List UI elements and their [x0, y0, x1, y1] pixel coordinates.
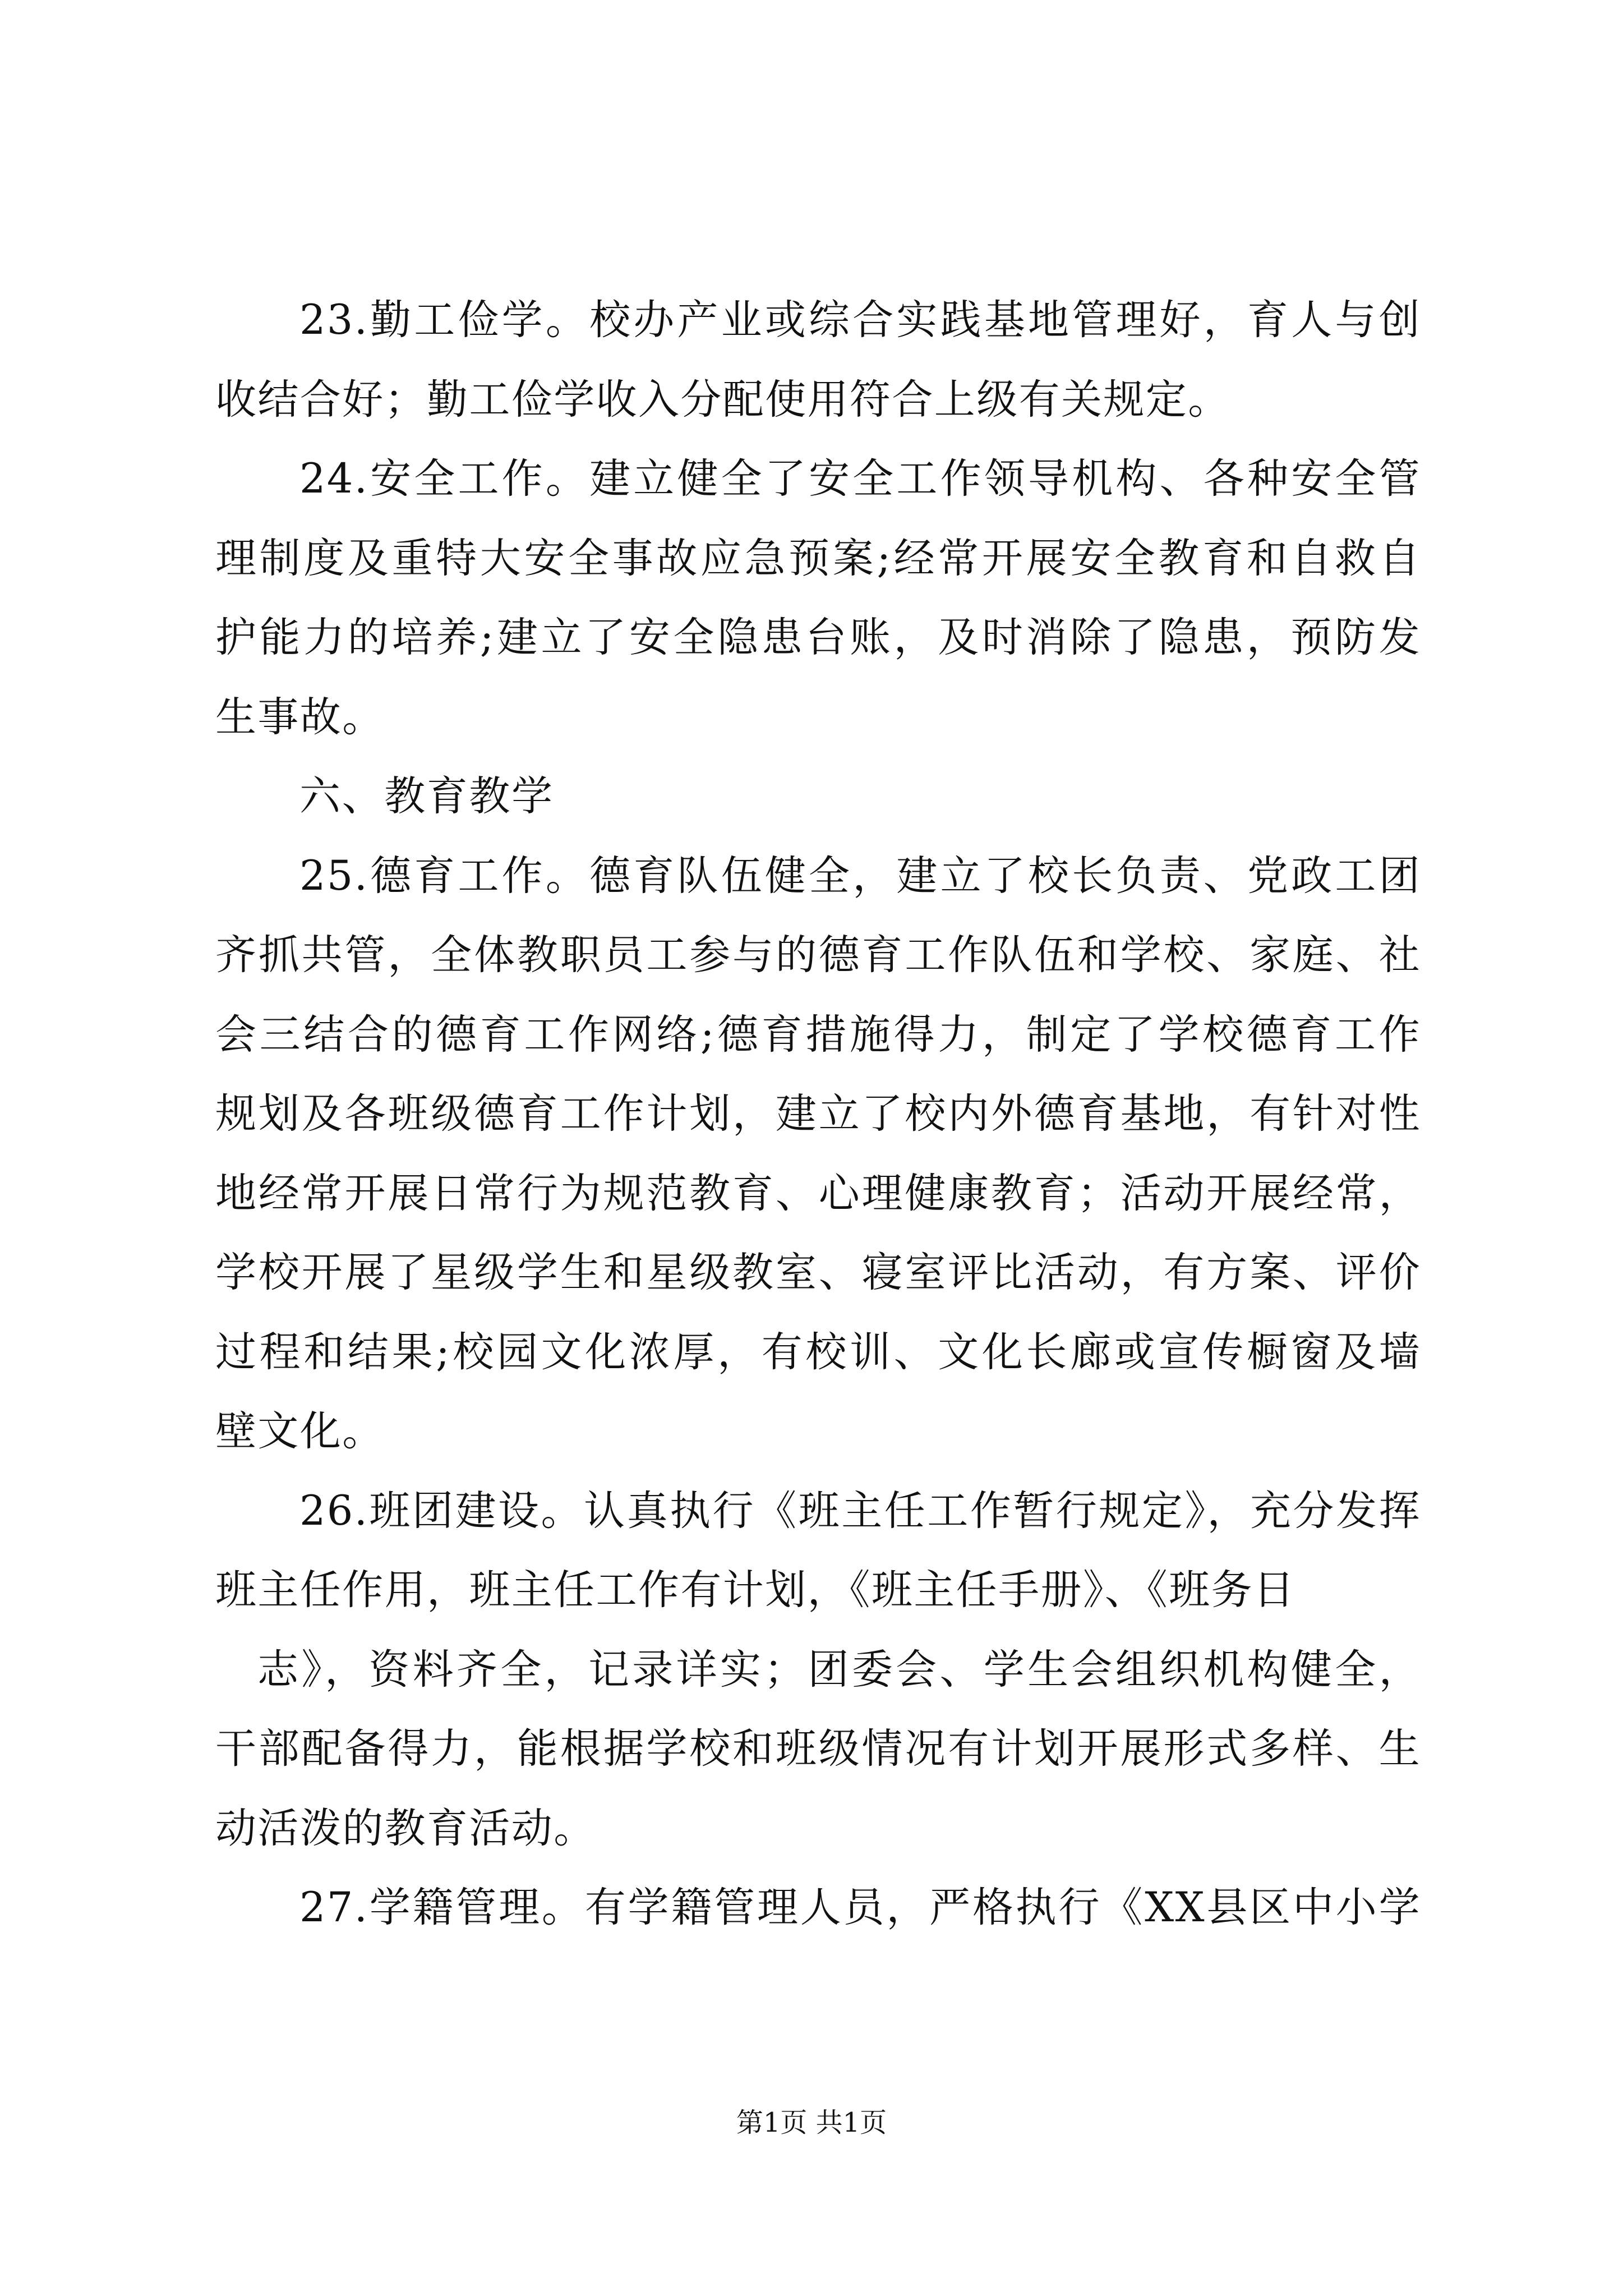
text-line: 地经常开展日常行为规范教育、心理健康教育；活动开展经常，: [215, 1169, 1421, 1217]
text-line: 壁文化。: [215, 1407, 385, 1455]
text-line: 23.勤工俭学。校办产业或综合实践基地管理好，育人与创: [299, 296, 1421, 344]
section-heading-6: [215, 757, 1421, 836]
text-line: 25.德育工作。德育队伍健全，建立了校长负责、党政工团: [299, 852, 1421, 900]
document-body: [215, 280, 1421, 1948]
text-line: 过程和结果;校园文化浓厚，有校训、文化长廊或宣传橱窗及墙: [215, 1328, 1421, 1376]
text-line: 理制度及重特大安全事故应急预案;经常开展安全教育和自救自: [215, 534, 1421, 582]
paragraph-26: [215, 1471, 1421, 1869]
paragraph-24: [215, 439, 1421, 757]
paragraph-23: [215, 280, 1421, 439]
section-heading: 六、教育教学: [299, 772, 554, 820]
text-line: 护能力的培养;建立了安全隐患台账，及时消除了隐患，预防发: [215, 614, 1421, 661]
page-footer: [0, 2106, 1623, 2139]
text-line: 会三结合的德育工作网络;德育措施得力，制定了学校德育工作: [215, 1010, 1421, 1059]
text-line: 学校开展了星级学生和星级教室、寝室评比活动，有方案、评价: [215, 1249, 1421, 1296]
paragraph-27: [215, 1868, 1421, 1948]
text-line: 志》，资料齐全，记录详实；团委会、学生会组织机构健全，: [257, 1645, 1421, 1694]
text-line: 动活泼的教育活动。: [215, 1804, 596, 1852]
paragraph-25: [215, 836, 1421, 1471]
text-line: 生事故。: [215, 693, 385, 741]
text-line: 规划及各班级德育工作计划，建立了校内外德育基地，有针对性: [215, 1090, 1421, 1138]
text-line: 齐抓共管，全体教职员工参与的德育工作队伍和学校、家庭、社: [215, 931, 1421, 979]
text-line: 24.安全工作。建立健全了安全工作领导机构、各种安全管: [299, 455, 1421, 503]
page-number-label: 第1页 共1页: [736, 2107, 887, 2138]
text-line: 27.学籍管理。有学籍管理人员，严格执行《XX县区中小学: [299, 1884, 1421, 1931]
text-line: 26.班团建设。认真执行《班主任工作暂行规定》，充分发挥: [299, 1487, 1421, 1535]
text-line: 收结合好；勤工俭学收入分配使用符合上级有关规定。: [215, 375, 1230, 424]
text-line: 干部配备得力，能根据学校和班级情况有计划开展形式多样、生: [215, 1725, 1421, 1773]
text-line: 班主任作用，班主任工作有计划，《班主任手册》、《班务日: [215, 1566, 1296, 1614]
